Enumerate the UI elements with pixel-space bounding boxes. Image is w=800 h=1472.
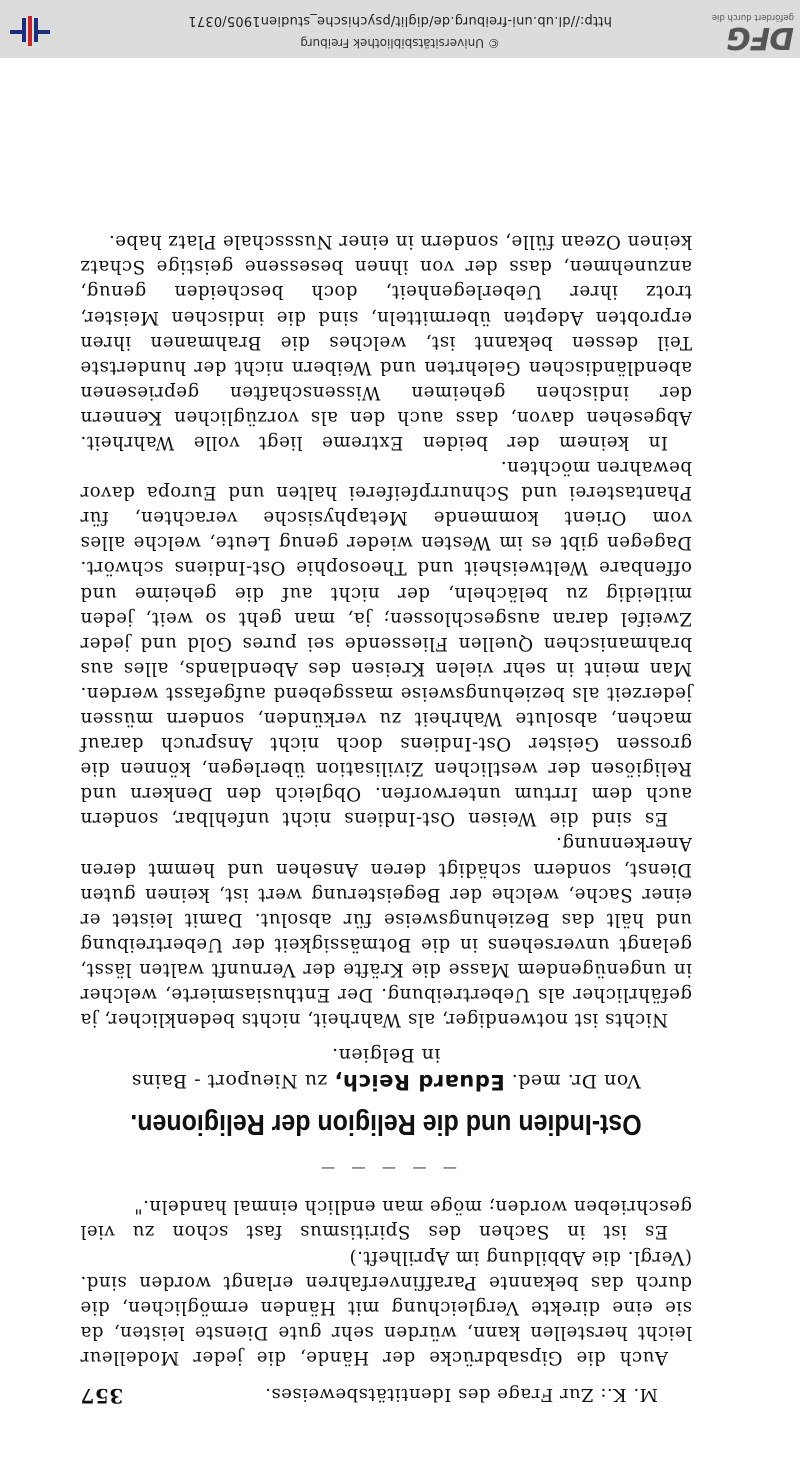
article-title: Ost-Indien und die Religion der Religionen. [130,1108,642,1141]
footer-text [0,13,800,55]
source-url-link[interactable]: http://dl.ub.uni-freiburg.de/diglit/psychische_studien1905/0371 [188,13,612,28]
university-library-logo-icon [8,14,52,48]
byline-location: in Belgien. [331,1044,441,1067]
article-paragraph: In keinem der beiden Extreme liegt volle Wahrheit. Abgesehen davon, dass auch den als vorzüglichen Kennern der indischen geheimen Wissenschaften gepriesenen abendländischen Gelehrten und Weibern nicht der hundertste Teil dessen bekannt ist, welches die Brahmanen ihren erprobten Adepten übermitteln, sind die indischen Meister, trotz ihrer Ueberlegenheit, doch bescheiden genug, anzunehmen, dass der von ihnen besessene geistige Schatz keinen Ozean fülle, sondern in einer Nussschale Platz habe. [80,231,692,453]
section-separator: — — — — — [315,1160,457,1177]
dfg-logo-text: DFG [726,20,794,55]
prev-article-paragraph: Auch die Gipsabdrücke der Hände, die jeder Modelleur leicht herstellen kann, würden sehr gute Dienste leisten, da sie eine direkte Vergleichung mit Händen ermöglichen, die durch das bekannte Paraffinverfahren erlangt worden sind. (Vergl. die Abbildung im Aprilheft.) [80,1246,692,1368]
byline [80,1068,692,1095]
page-number: 357 [80,1384,124,1408]
dfg-tagline: gefördert durch die [711,12,794,22]
copyright-notice: © Universitätsbibliothek Freiburg [300,36,500,50]
article-paragraph: Es sind die Weisen Ost-Indiens nicht unfehlbar, sondern auch dem Irrtum unterworfen. Obgleich den Denkern und Religiösen der westlichen Zivilisation überlegen, können die grossen Geister Ost-Indiens doch nicht Anspruch darauf machen, absolute Wahrheit zu verkünden, sondern müssen jederzeit als beziehungsweise massgebend aufgefasst werden. Man meint in sehr vielen Kreisen des Abendlands, alles aus brahmanischen Quellen Fliessende sei pures Gold und jeder Zweifel daran ausgeschlossen; ja, man geht so weit, jeden mitleidig zu belächeln, der nicht auf die geheime und offenbare Weltweisheit und Theosophie Ost-Indiens schwört. Dagegen gibt es im Westen wieder genug Leute, welche alles vom Orient kommende Metaphysische verachten, für Phantasterei und Schnurrpfeiferei halten und Europa davor bewahren möchten. [80,457,692,830]
running-title: M. K.: Zur Frage des Identitätsbeweises. [264,1384,658,1405]
prev-article-paragraph: Es ist in Sachen des Spiritismus fast schon zu viel geschrieben worden; möge man endlich einmal handeln." [80,1196,692,1243]
byline-prefix: Von Dr. med. [511,1070,641,1093]
article-paragraph: Nichts ist notwendiger, als Wahrheit, nichts bedenklicher, ja gefährlicher als Uebertreibung. Der Enthusiasmierte, welcher in ungenügendem Masse die Kräfte der Vernunft walten lässt, gelangt unversehens in die Botmässigkeit der Uebertreibung und hält das Beziehungsweise für absolut. Damit leistet er einer Sache, welche der Begeisterung wert ist, keinen guten Dienst, sondern schädigt deren Ansehen und hemmt deren Anerkennung. [80,833,692,1031]
page-content [80,229,692,1408]
author-name: Eduard Reich, [334,1070,505,1095]
library-footer-bar [0,0,800,58]
byline-suffix: zu Nieuport - Bains [131,1070,328,1093]
running-head [80,1382,692,1408]
